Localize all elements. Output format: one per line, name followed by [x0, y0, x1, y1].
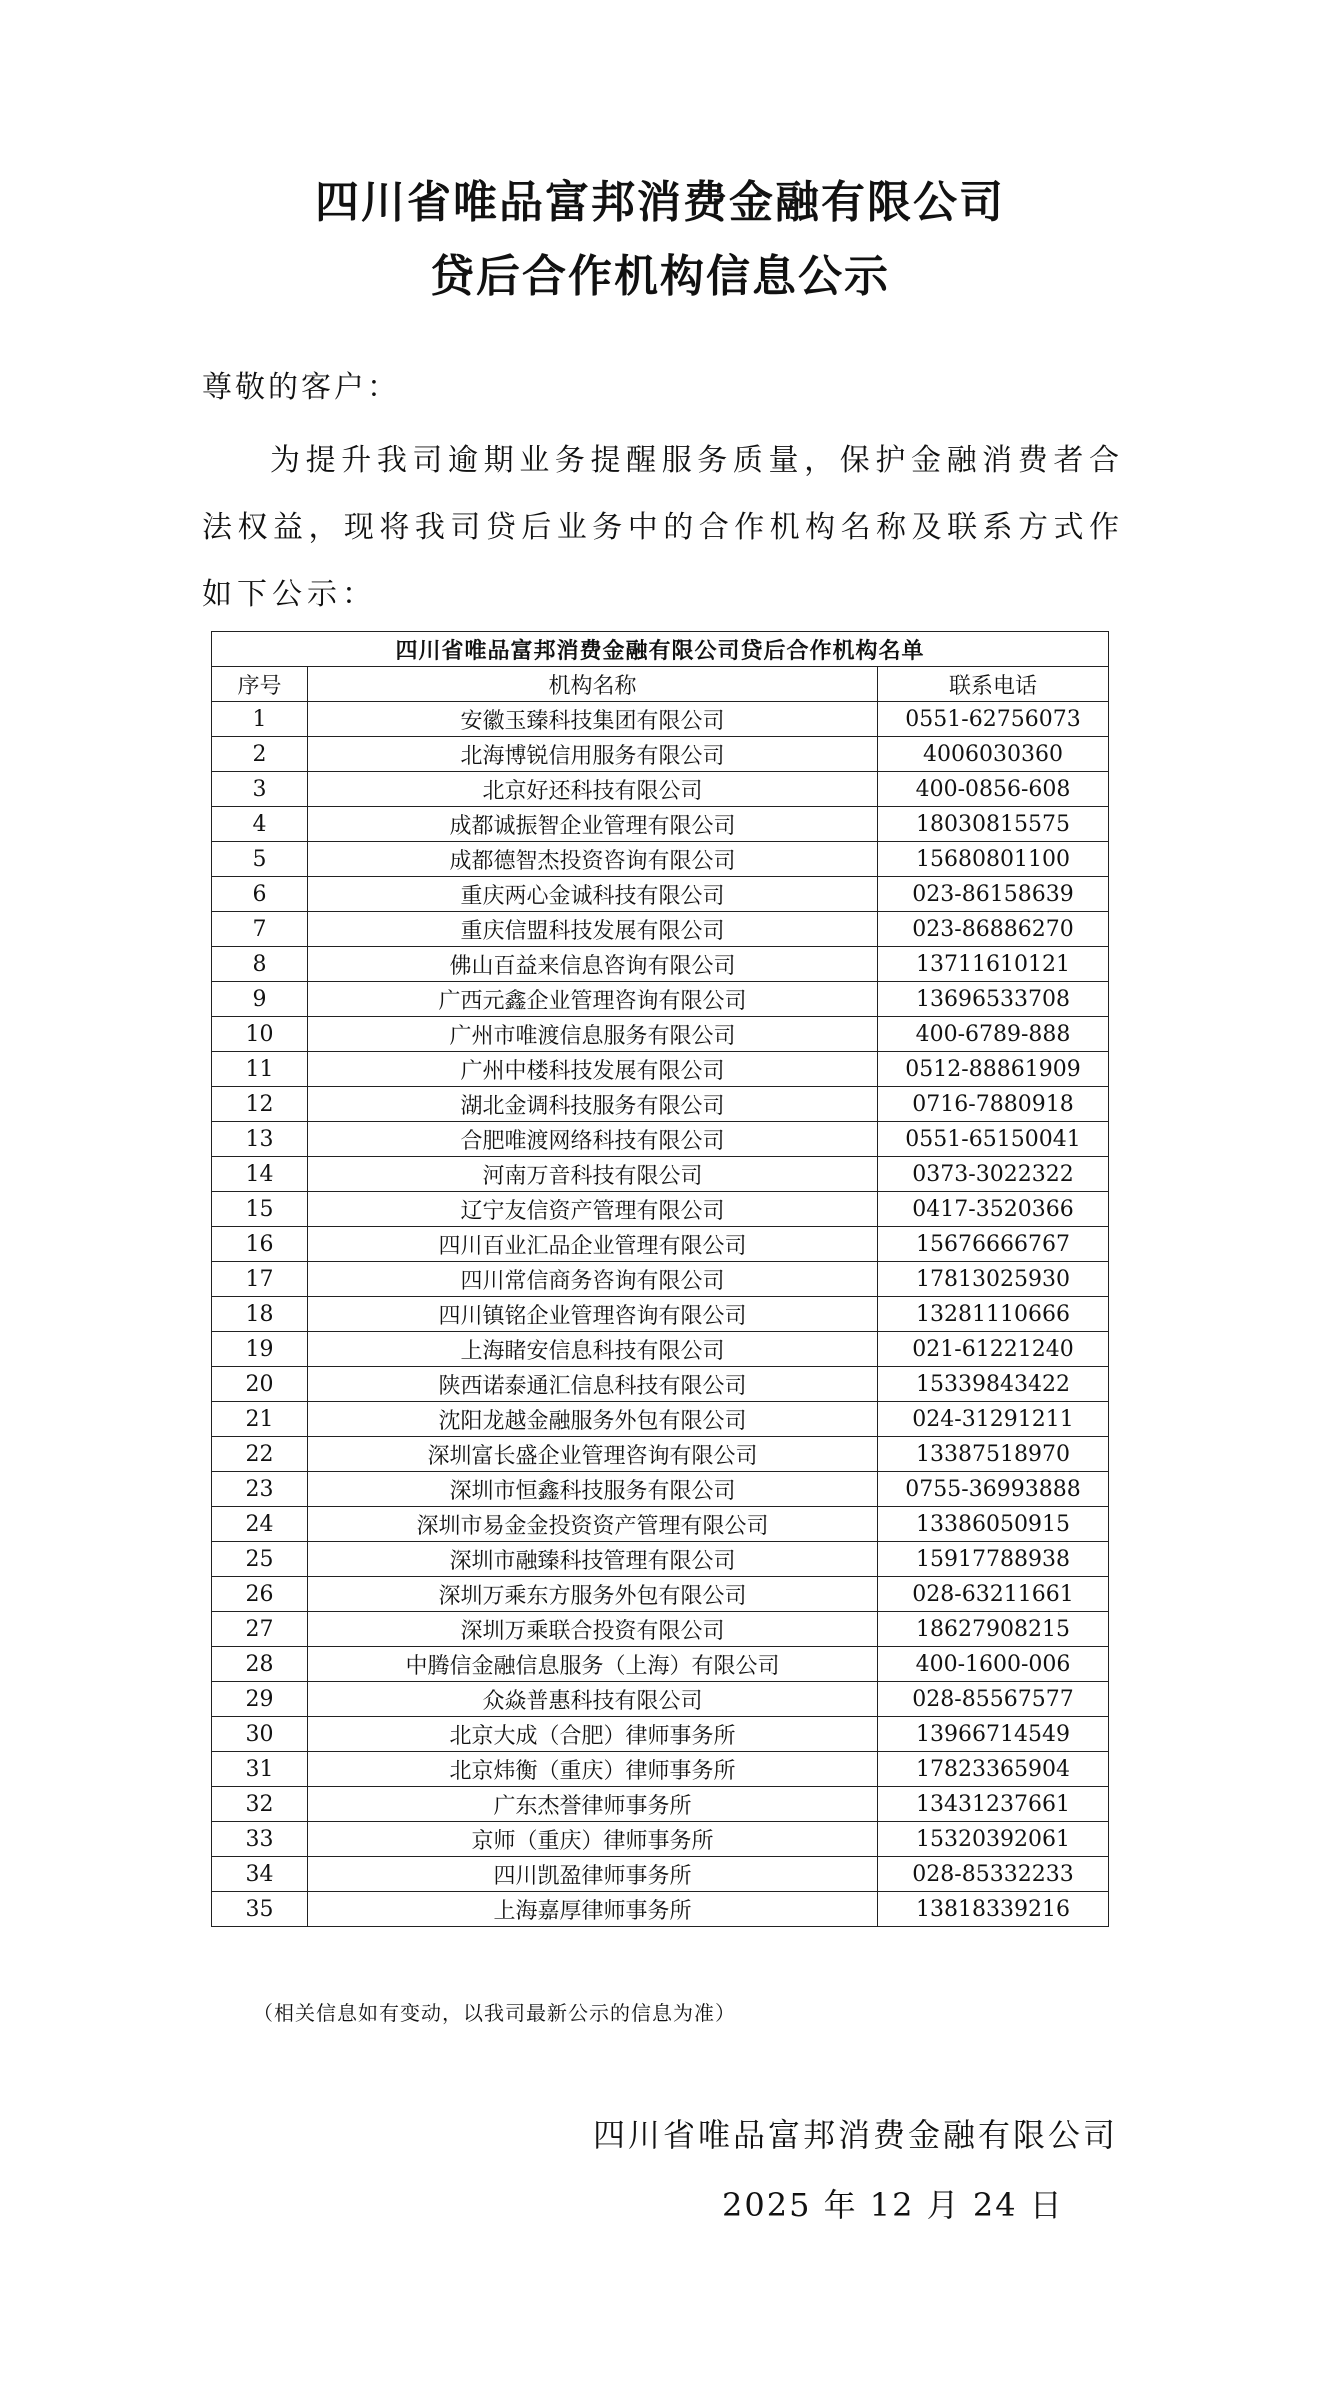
cell-institution-name: 上海睹安信息科技有限公司 [308, 1332, 878, 1367]
cell-phone: 13281110666 [878, 1297, 1109, 1332]
table-row [212, 1857, 1109, 1892]
cell-institution-name: 四川镇铭企业管理咨询有限公司 [308, 1297, 878, 1332]
cell-institution-name: 深圳万乘东方服务外包有限公司 [308, 1577, 878, 1612]
cell-phone: 13431237661 [878, 1787, 1109, 1822]
table-row [212, 1017, 1109, 1052]
cell-index: 10 [212, 1017, 308, 1052]
table-row [212, 1227, 1109, 1262]
table-row [212, 947, 1109, 982]
cell-institution-name: 深圳富长盛企业管理咨询有限公司 [308, 1437, 878, 1472]
table-row [212, 772, 1109, 807]
cell-institution-name: 四川常信商务咨询有限公司 [308, 1262, 878, 1297]
cell-index: 26 [212, 1577, 308, 1612]
cell-phone: 15320392061 [878, 1822, 1109, 1857]
cell-institution-name: 深圳市易金金投资资产管理有限公司 [308, 1507, 878, 1542]
cell-phone: 18627908215 [878, 1612, 1109, 1647]
table-row [212, 702, 1109, 737]
cell-phone: 400-6789-888 [878, 1017, 1109, 1052]
cell-index: 16 [212, 1227, 308, 1262]
cell-index: 3 [212, 772, 308, 807]
cell-institution-name: 广东杰誉律师事务所 [308, 1787, 878, 1822]
cell-phone: 0755-36993888 [878, 1472, 1109, 1507]
table-row [212, 1087, 1109, 1122]
table-row [212, 1717, 1109, 1752]
cell-institution-name: 辽宁友信资产管理有限公司 [308, 1192, 878, 1227]
cell-index: 7 [212, 912, 308, 947]
document-title-line2: 贷后合作机构信息公示 [430, 251, 890, 302]
table-row [212, 1752, 1109, 1787]
cell-institution-name: 沈阳龙越金融服务外包有限公司 [308, 1402, 878, 1437]
cell-index: 30 [212, 1717, 308, 1752]
cell-phone: 023-86158639 [878, 877, 1109, 912]
cell-phone: 15680801100 [878, 842, 1109, 877]
cell-institution-name: 佛山百益来信息咨询有限公司 [308, 947, 878, 982]
table-row [212, 807, 1109, 842]
cell-index: 25 [212, 1542, 308, 1577]
cell-institution-name: 广州市唯渡信息服务有限公司 [308, 1017, 878, 1052]
cell-institution-name: 广西元鑫企业管理咨询有限公司 [308, 982, 878, 1017]
cell-index: 4 [212, 807, 308, 842]
cell-phone: 4006030360 [878, 737, 1109, 772]
table-row [212, 1682, 1109, 1717]
table-row [212, 1787, 1109, 1822]
column-header-name: 机构名称 [308, 667, 878, 702]
cell-phone: 400-0856-608 [878, 772, 1109, 807]
cell-phone: 13818339216 [878, 1892, 1109, 1927]
cell-index: 5 [212, 842, 308, 877]
table-row [212, 1472, 1109, 1507]
cell-phone: 13711610121 [878, 947, 1109, 982]
cell-institution-name: 四川百业汇品企业管理有限公司 [308, 1227, 878, 1262]
cell-institution-name: 合肥唯渡网络科技有限公司 [308, 1122, 878, 1157]
table-row [212, 982, 1109, 1017]
table-row [212, 1507, 1109, 1542]
cell-index: 8 [212, 947, 308, 982]
cell-index: 31 [212, 1752, 308, 1787]
column-header-phone: 联系电话 [878, 667, 1109, 702]
cell-institution-name: 北海博锐信用服务有限公司 [308, 737, 878, 772]
signature-date: 2025 年 12 月 24 日 [722, 2186, 1064, 2224]
cell-phone: 15339843422 [878, 1367, 1109, 1402]
cell-institution-name: 京师（重庆）律师事务所 [308, 1822, 878, 1857]
table-body [212, 702, 1109, 1927]
cell-institution-name: 陕西诺泰通汇信息科技有限公司 [308, 1367, 878, 1402]
cell-phone: 028-85567577 [878, 1682, 1109, 1717]
cell-index: 18 [212, 1297, 308, 1332]
cell-institution-name: 深圳市融臻科技管理有限公司 [308, 1542, 878, 1577]
cell-index: 12 [212, 1087, 308, 1122]
partner-institutions-table [211, 631, 1109, 1927]
cell-index: 33 [212, 1822, 308, 1857]
cell-phone: 024-31291211 [878, 1402, 1109, 1437]
cell-index: 32 [212, 1787, 308, 1822]
cell-index: 2 [212, 737, 308, 772]
cell-index: 28 [212, 1647, 308, 1682]
cell-institution-name: 上海嘉厚律师事务所 [308, 1892, 878, 1927]
cell-institution-name: 河南万音科技有限公司 [308, 1157, 878, 1192]
cell-phone: 15917788938 [878, 1542, 1109, 1577]
cell-index: 13 [212, 1122, 308, 1157]
table-row [212, 1437, 1109, 1472]
cell-institution-name: 成都德智杰投资咨询有限公司 [308, 842, 878, 877]
cell-index: 24 [212, 1507, 308, 1542]
cell-phone: 028-85332233 [878, 1857, 1109, 1892]
table-row [212, 1297, 1109, 1332]
table-row [212, 1332, 1109, 1367]
table-row [212, 1157, 1109, 1192]
greeting: 尊敬的客户： [202, 370, 400, 405]
table-row [212, 1612, 1109, 1647]
table-row [212, 1192, 1109, 1227]
signature-company: 四川省唯品富邦消费金融有限公司 [592, 2116, 1118, 2154]
cell-index: 29 [212, 1682, 308, 1717]
cell-index: 17 [212, 1262, 308, 1297]
cell-index: 34 [212, 1857, 308, 1892]
document-title-line1: 四川省唯品富邦消费金融有限公司 [315, 177, 1005, 228]
table-row [212, 1822, 1109, 1857]
table-row [212, 1647, 1109, 1682]
cell-index: 6 [212, 877, 308, 912]
cell-index: 27 [212, 1612, 308, 1647]
cell-institution-name: 广州中楼科技发展有限公司 [308, 1052, 878, 1087]
table-row [212, 1577, 1109, 1612]
table-row [212, 842, 1109, 877]
cell-index: 35 [212, 1892, 308, 1927]
cell-phone: 0417-3520366 [878, 1192, 1109, 1227]
cell-institution-name: 深圳万乘联合投资有限公司 [308, 1612, 878, 1647]
cell-phone: 13696533708 [878, 982, 1109, 1017]
table-row [212, 1262, 1109, 1297]
cell-phone: 17823365904 [878, 1752, 1109, 1787]
table-row [212, 912, 1109, 947]
cell-institution-name: 重庆信盟科技发展有限公司 [308, 912, 878, 947]
cell-phone: 13387518970 [878, 1437, 1109, 1472]
cell-institution-name: 北京炜衡（重庆）律师事务所 [308, 1752, 878, 1787]
cell-phone: 17813025930 [878, 1262, 1109, 1297]
cell-phone: 023-86886270 [878, 912, 1109, 947]
column-header-index: 序号 [212, 667, 308, 702]
cell-index: 1 [212, 702, 308, 737]
cell-phone: 15676666767 [878, 1227, 1109, 1262]
cell-index: 15 [212, 1192, 308, 1227]
cell-phone: 021-61221240 [878, 1332, 1109, 1367]
cell-phone: 400-1600-006 [878, 1647, 1109, 1682]
cell-institution-name: 众焱普惠科技有限公司 [308, 1682, 878, 1717]
table-row [212, 1542, 1109, 1577]
cell-index: 11 [212, 1052, 308, 1087]
cell-phone: 18030815575 [878, 807, 1109, 842]
cell-phone: 13966714549 [878, 1717, 1109, 1752]
table-row [212, 1367, 1109, 1402]
table-row [212, 1402, 1109, 1437]
cell-phone: 0512-88861909 [878, 1052, 1109, 1087]
cell-index: 19 [212, 1332, 308, 1367]
cell-index: 22 [212, 1437, 308, 1472]
table-row [212, 1892, 1109, 1927]
cell-institution-name: 深圳市恒鑫科技服务有限公司 [308, 1472, 878, 1507]
cell-index: 9 [212, 982, 308, 1017]
cell-institution-name: 四川凯盈律师事务所 [308, 1857, 878, 1892]
table-row [212, 1122, 1109, 1157]
cell-index: 21 [212, 1402, 308, 1437]
cell-institution-name: 北京大成（合肥）律师事务所 [308, 1717, 878, 1752]
cell-index: 14 [212, 1157, 308, 1192]
cell-phone: 0551-65150041 [878, 1122, 1109, 1157]
cell-institution-name: 安徽玉臻科技集团有限公司 [308, 702, 878, 737]
table-row [212, 877, 1109, 912]
cell-index: 20 [212, 1367, 308, 1402]
cell-institution-name: 成都诚振智企业管理有限公司 [308, 807, 878, 842]
cell-institution-name: 中腾信金融信息服务（上海）有限公司 [308, 1647, 878, 1682]
cell-phone: 0716-7880918 [878, 1087, 1109, 1122]
table-row [212, 1052, 1109, 1087]
cell-index: 23 [212, 1472, 308, 1507]
cell-institution-name: 湖北金调科技服务有限公司 [308, 1087, 878, 1122]
cell-institution-name: 北京好还科技有限公司 [308, 772, 878, 807]
table-caption: 四川省唯品富邦消费金融有限公司贷后合作机构名单 [212, 632, 1109, 667]
cell-phone: 0373-3022322 [878, 1157, 1109, 1192]
cell-institution-name: 重庆两心金诚科技有限公司 [308, 877, 878, 912]
table-row [212, 737, 1109, 772]
footnote: （相关信息如有变动，以我司最新公示的信息为准） [253, 2001, 736, 2025]
cell-phone: 13386050915 [878, 1507, 1109, 1542]
intro-paragraph: 为提升我司逾期业务提醒服务质量，保护金融消费者合法权益，现将我司贷后业务中的合作机构名称及联系方式作如下公示： [202, 443, 1124, 612]
cell-phone: 0551-62756073 [878, 702, 1109, 737]
cell-phone: 028-63211661 [878, 1577, 1109, 1612]
